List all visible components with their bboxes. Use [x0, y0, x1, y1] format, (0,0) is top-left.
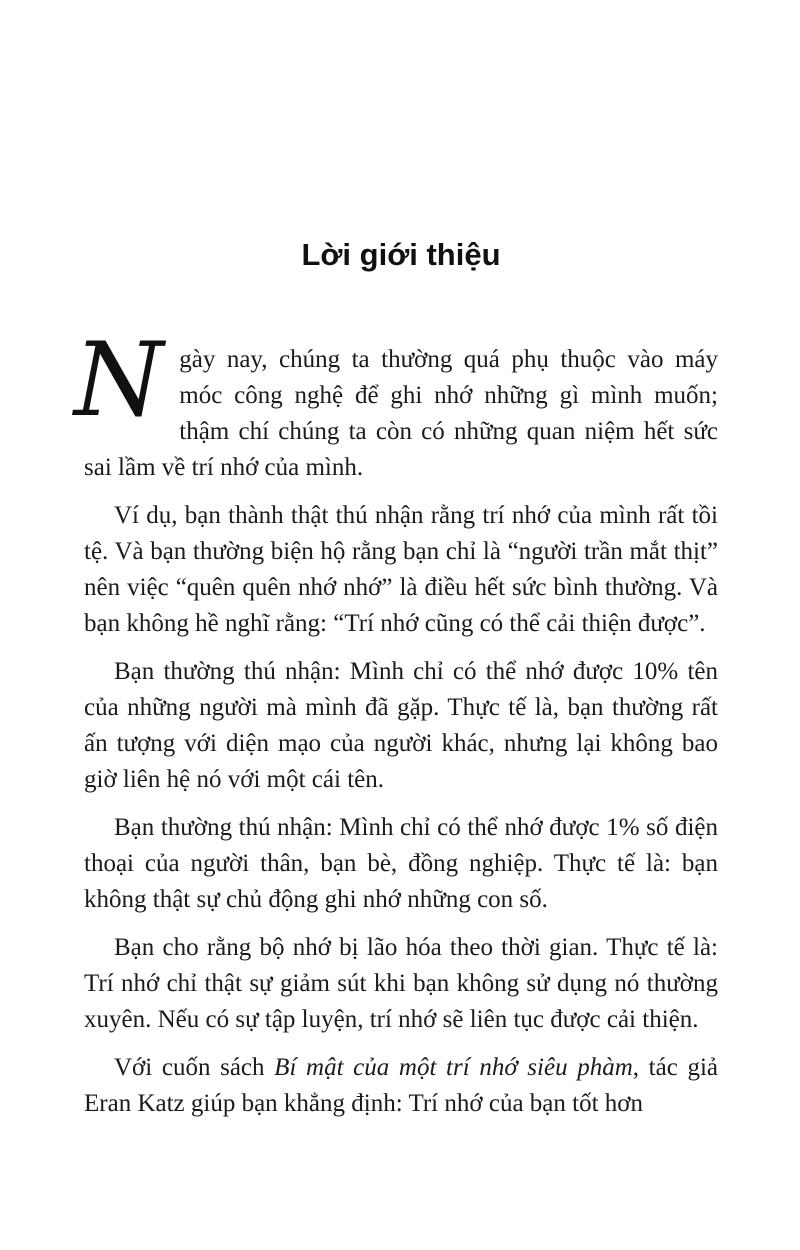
- paragraph-intro: [74, 321, 718, 486]
- page-title: Lời giới thiệu: [301, 237, 501, 272]
- paragraph-intro-text: gày nay, chúng ta thường quá phụ thuộc vào máy móc công nghệ để ghi nhớ những gì mình muốn; thậm chí chúng ta còn có những quan niệm hết sức sai lầm về trí nhớ của mình.: [84, 346, 718, 481]
- paragraph-phone-numbers: Bạn thường thú nhận: Mình chỉ có thể nhớ được 1% số điện thoại của người thân, bạn bè, đồng nghiệp. Thực tế là: bạn không thật sự chủ động ghi nhớ những con số.: [84, 814, 718, 913]
- paragraph-aging-memory: Bạn cho rằng bộ nhớ bị lão hóa theo thời gian. Thực tế là: Trí nhớ chỉ thật sự giảm sút khi bạn không sử dụng nó thường xuyên. Nếu có sự tập luyện, trí nhớ sẽ liên tục được cải thiện.: [84, 934, 718, 1033]
- paragraph-example: Ví dụ, bạn thành thật thú nhận rằng trí nhớ của mình rất tồi tệ. Và bạn thường biện hộ rằng bạn chỉ là “người trần mắt thịt” nên việc “quên quên nhớ nhớ” là điều hết sức bình thường. Và bạn không hề nghĩ rằng: “Trí nhớ cũng có thể cải thiện được”.: [84, 502, 718, 637]
- paragraph-names: Bạn thường thú nhận: Mình chỉ có thể nhớ được 10% tên của những người mà mình đã gặp. Thực tế là, bạn thường rất ấn tượng với diện mạo của người khác, nhưng lại không bao giờ liên hệ nó với một cái tên.: [84, 658, 718, 793]
- paragraph-book-reference: [84, 1050, 718, 1122]
- book-title-italic: Bí mật của một trí nhớ siêu phàm: [274, 1054, 633, 1081]
- book-reference-post: , tác giả Eran Katz giúp bạn khẳng định: Trí nhớ của bạn tốt hơn: [84, 1054, 718, 1117]
- book-reference-pre: Với cuốn sách: [114, 1054, 275, 1081]
- page-body: [74, 321, 718, 1122]
- dropcap-letter: N: [74, 321, 164, 440]
